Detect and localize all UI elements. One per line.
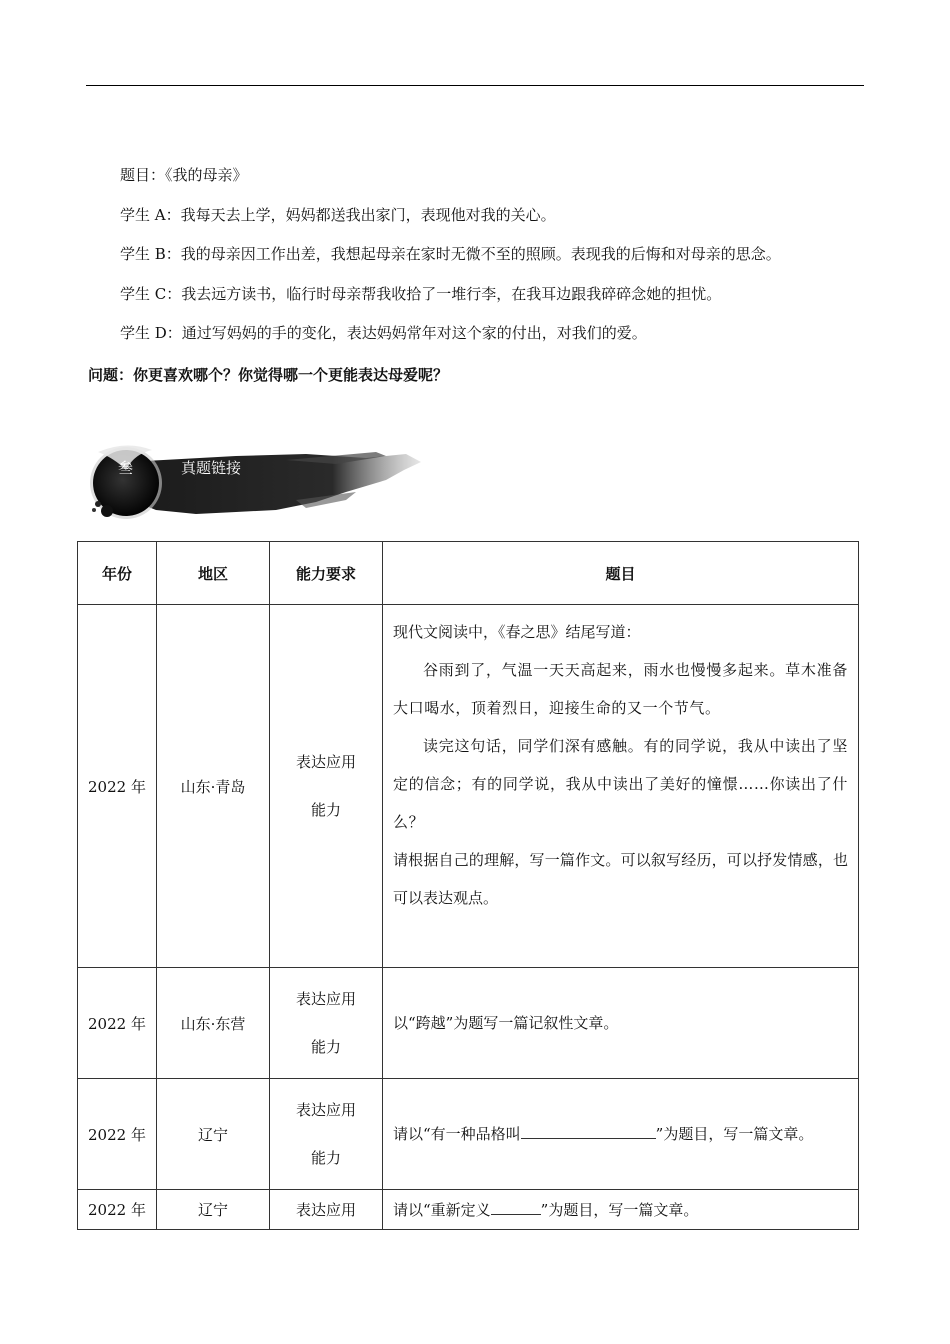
topic-paragraph: 现代文阅读中，《春之思》结尾写道： bbox=[393, 623, 641, 641]
student-c-line: 学生 C：我去远方读书，临行时母亲帮我收拾了一堆行李，在我耳边跟我碎碎念她的担忧。 bbox=[120, 285, 722, 303]
ability-line-1: 表达应用 bbox=[295, 990, 356, 1008]
ability-line-2: 能力 bbox=[310, 801, 341, 819]
ink-brush-decoration bbox=[86, 440, 421, 526]
cell-year: 2022 年 bbox=[78, 1079, 157, 1190]
table-row bbox=[78, 605, 859, 968]
table-row bbox=[78, 1079, 859, 1190]
section-number: 叁 bbox=[118, 459, 134, 477]
fill-blank bbox=[491, 1200, 541, 1215]
topic-line: 题目：《我的母亲》 bbox=[120, 166, 248, 184]
cell-ability bbox=[270, 1079, 383, 1190]
table-row bbox=[78, 968, 859, 1079]
table-header-row bbox=[78, 542, 859, 605]
header-topic: 题目 bbox=[383, 542, 859, 605]
header-year: 年份 bbox=[78, 542, 157, 605]
topic-text-before: 请以“重新定义 bbox=[393, 1200, 491, 1219]
cell-year: 2022 年 bbox=[78, 968, 157, 1079]
student-b-line: 学生 B：我的母亲因工作出差，我想起母亲在家时无微不至的照顾。表现我的后悔和对母亲的思念。 bbox=[120, 245, 781, 263]
cell-region: 辽宁 bbox=[157, 1079, 270, 1190]
topic-text-after: ”为题目，写一篇文章。 bbox=[540, 1200, 699, 1219]
topic-text-before: 请以“有一种品格叫 bbox=[393, 1125, 521, 1143]
table-row bbox=[78, 1190, 859, 1230]
cell-region: 山东·青岛 bbox=[157, 605, 270, 968]
topic-paragraph: 读完这句话，同学们深有感触。有的同学说，我从中读出了坚定的信念；有的同学说，我从中读出了美好的憧憬……你读出了什么？ bbox=[393, 737, 848, 831]
header-ability: 能力要求 bbox=[270, 542, 383, 605]
cell-topic bbox=[383, 1190, 859, 1230]
cell-ability: 表达应用 bbox=[270, 1190, 383, 1230]
header-region: 地区 bbox=[157, 542, 270, 605]
cell-topic bbox=[383, 1079, 859, 1190]
cell-ability bbox=[270, 968, 383, 1079]
cell-year: 2022 年 bbox=[78, 1190, 157, 1230]
section-title: 真题链接 bbox=[181, 459, 242, 477]
ability-line-2: 能力 bbox=[310, 1038, 341, 1056]
student-d-line: 学生 D：通过写妈妈的手的变化，表达妈妈常年对这个家的付出，对我们的爱。 bbox=[120, 324, 647, 342]
section-banner bbox=[86, 440, 421, 526]
ability-line-1: 表达应用 bbox=[295, 1101, 356, 1119]
cell-topic bbox=[383, 605, 859, 968]
question-line: 问题：你更喜欢哪个？你觉得哪一个更能表达母爱呢？ bbox=[88, 366, 449, 384]
cell-year: 2022 年 bbox=[78, 605, 157, 968]
student-a-line: 学生 A：我每天去上学，妈妈都送我出家门，表现他对我的关心。 bbox=[120, 206, 556, 224]
header-rule bbox=[86, 85, 864, 86]
cell-ability bbox=[270, 605, 383, 968]
topic-text-after: ”为题目，写一篇文章。 bbox=[655, 1125, 814, 1143]
cell-topic: 以“跨越”为题写一篇记叙性文章。 bbox=[383, 968, 859, 1079]
ability-line-1: 表达应用 bbox=[295, 753, 356, 771]
cell-region: 辽宁 bbox=[157, 1190, 270, 1230]
topic-paragraph: 请根据自己的理解，写一篇作文。可以叙写经历，可以抒发情感，也可以表达观点。 bbox=[393, 851, 848, 907]
topic-quote: 谷雨到了，气温一天天高起来，雨水也慢慢多起来。草木准备大口喝水，顶着烈日，迎接生命的又一个节气。 bbox=[393, 661, 848, 717]
cell-region: 山东·东营 bbox=[157, 968, 270, 1079]
ability-line-2: 能力 bbox=[310, 1149, 341, 1167]
fill-blank bbox=[521, 1124, 656, 1139]
exam-table bbox=[77, 541, 859, 1230]
